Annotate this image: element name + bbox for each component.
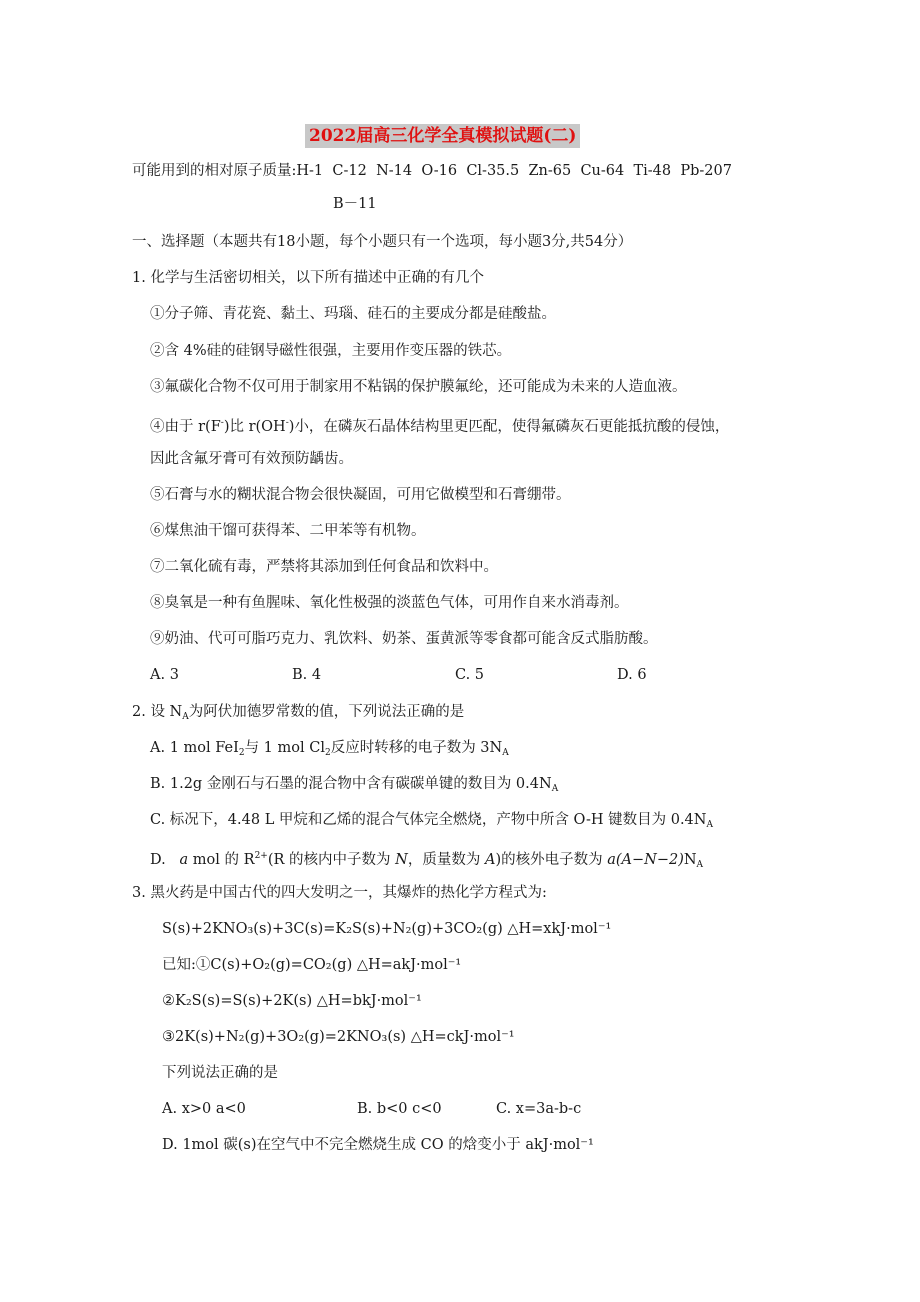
- q2-stem: [132, 702, 464, 727]
- subscript: A: [182, 712, 189, 722]
- text: 为阿伏加德罗常数的值，下列说法正确的是: [188, 704, 465, 720]
- q1-option-a: A. 3: [150, 667, 179, 683]
- text: )比 r(OH: [223, 419, 286, 435]
- q1-option-b: B. 4: [292, 667, 322, 683]
- q1-statement-3: ③氟碳化合物不仅可用于制家用不粘锅的保护膜氟纶，还可能成为未来的人造血液。: [150, 379, 687, 395]
- q3-main-equation: S(s)+2KNO₃(s)+3C(s)=K₂S(s)+N₂(g)+3CO₂(g) △H=xkJ·mol⁻¹: [162, 921, 612, 937]
- text: D.: [150, 852, 166, 868]
- q1-statement-4-cont: 因此含氟牙膏可有效预防龋齿。: [150, 451, 353, 467]
- subscript: 2: [324, 748, 331, 758]
- q3-option-b: B. b<0 c<0: [357, 1101, 442, 1117]
- q3-given-2: ②K₂S(s)=S(s)+2K(s) △H=bkJ·mol⁻¹: [162, 993, 422, 1009]
- atomic-mass-o: O-16: [421, 163, 458, 179]
- subscript: A: [706, 820, 713, 830]
- q1-statement-7: ⑦二氧化硫有毒，严禁将其添加到任何食品和饮料中。: [150, 559, 498, 575]
- q3-option-a: A. x>0 a<0: [162, 1101, 246, 1117]
- q1-statement-9: ⑨奶油、代可可脂巧克力、乳饮料、奶茶、蛋黄派等零食都可能含反式脂肪酸。: [150, 631, 658, 647]
- q2-option-d: [150, 846, 703, 875]
- text: )的核外电子数为: [495, 852, 608, 868]
- q1-statement-8: ⑧臭氧是一种有鱼腥味、氧化性极强的淡蓝色气体，可用作自来水消毒剂。: [150, 595, 629, 611]
- atomic-mass-pb: Pb-207: [680, 163, 732, 179]
- q3-option-d: D. 1mol 碳(s)在空气中不完全燃烧生成 CO 的焓变小于 akJ·mol⁻¹: [162, 1137, 594, 1153]
- atomic-mass-b: B－11: [333, 196, 377, 212]
- q1-statement-4: [150, 413, 729, 437]
- text: N: [683, 852, 697, 868]
- atomic-mass-cl: Cl-35.5: [466, 163, 520, 179]
- text: ④由于 r(F: [150, 419, 221, 435]
- atomic-mass-label: 可能用到的相对原子质量:: [132, 163, 297, 179]
- subscript: 2: [238, 748, 245, 758]
- text: C. 标况下，4.48 L 甲烷和乙烯的混合气体完全燃烧，产物中所含 O-H 键数目为 0.4N: [150, 812, 707, 828]
- subscript: A: [696, 860, 704, 870]
- text: A. 1 mol FeI: [150, 740, 239, 756]
- italic-text: a(A−N−2): [607, 852, 684, 868]
- section-heading: 一、选择题（本题共有18小题，每个小题只有一个选项，每小题3分,共54分）: [132, 234, 633, 250]
- atomic-mass-ti: Ti-48: [633, 163, 672, 179]
- italic-text: a: [179, 852, 189, 868]
- italic-text: A: [484, 852, 496, 868]
- atomic-mass-line: [132, 161, 732, 181]
- superscript: 2+: [254, 851, 268, 861]
- text: )小，在磷灰石晶体结构里更匹配，使得氟磷灰石更能抵抗酸的侵蚀，: [288, 419, 730, 435]
- q1-option-c: C. 5: [455, 667, 485, 683]
- text: B. 1.2g 金刚石与石墨的混合物中含有碳碳单键的数目为 0.4N: [150, 776, 552, 792]
- page-title: 2022届高三化学全真模拟试题(二): [305, 124, 580, 148]
- atomic-mass-h: H-1: [296, 163, 324, 179]
- q1-statement-2: ②含 4%硅的硅钢导磁性很强，主要用作变压器的铁芯。: [150, 343, 512, 359]
- atomic-mass-n: N-14: [376, 163, 413, 179]
- text: 与 1 mol Cl: [244, 740, 325, 756]
- superscript: -: [285, 418, 289, 428]
- text: mol 的 R: [188, 852, 255, 868]
- atomic-mass-cu: Cu-64: [580, 163, 625, 179]
- q1-statement-6: ⑥煤焦油干馏可获得苯、二甲苯等有机物。: [150, 523, 426, 539]
- q3-given-1: 已知:①C(s)+O₂(g)=CO₂(g) △H=akJ·mol⁻¹: [162, 957, 462, 973]
- q2-option-b: [150, 774, 558, 799]
- atomic-mass-c: C-12: [332, 163, 367, 179]
- q2-option-a: [150, 738, 509, 763]
- q3-option-c: C. x=3a-b-c: [496, 1101, 582, 1117]
- q2-option-c: [150, 810, 713, 835]
- text: ，质量数为: [407, 852, 485, 868]
- q1-statement-5: ⑤石膏与水的糊状混合物会很快凝固，可用它做模型和石膏绷带。: [150, 487, 571, 503]
- atomic-mass-zn: Zn-65: [528, 163, 572, 179]
- superscript: -: [220, 418, 224, 428]
- q3-prompt: 下列说法正确的是: [162, 1065, 278, 1081]
- q1-stem: 1. 化学与生活密切相关，以下所有描述中正确的有几个: [132, 270, 484, 286]
- q3-given-3: ③2K(s)+N₂(g)+3O₂(g)=2KNO₃(s) △H=ckJ·mol⁻¹: [162, 1029, 515, 1045]
- text: 2. 设 N: [132, 704, 183, 720]
- text: 反应时转移的电子数为 3N: [330, 740, 503, 756]
- q3-stem: 3. 黑火药是中国古代的四大发明之一，其爆炸的热化学方程式为:: [132, 885, 547, 901]
- q1-statement-1: ①分子筛、青花瓷、黏土、玛瑙、硅石的主要成分都是硅酸盐。: [150, 306, 556, 322]
- text: (R 的核内中子数为: [267, 852, 396, 868]
- italic-text: N: [395, 852, 408, 868]
- subscript: A: [502, 748, 509, 758]
- subscript: A: [551, 784, 559, 794]
- q1-option-d: D. 6: [617, 667, 647, 683]
